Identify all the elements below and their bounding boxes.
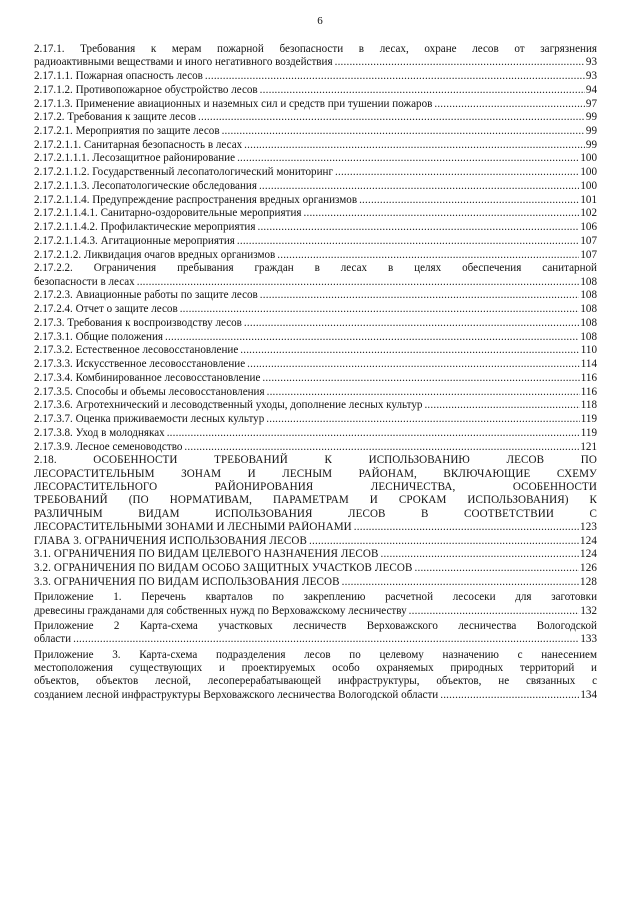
- toc-entry[interactable]: [34, 84, 597, 97]
- toc-entry[interactable]: [34, 125, 597, 138]
- dot-leader: [262, 372, 579, 385]
- toc-entry-title-end: древесины гражданами для собственных нужд по Верховажскому лесничеству: [34, 604, 407, 617]
- toc-entry-title: 2.17.3.1. Общие положения: [34, 330, 163, 343]
- toc-entry-page: 119: [580, 426, 597, 439]
- toc-entry-page: 106: [580, 221, 597, 234]
- toc-entry-title: 2.17.2.1.1.1. Лесозащитное районирование: [34, 152, 236, 165]
- toc-entry-title: 2.17.2.1. Мероприятия по защите лесов: [34, 125, 220, 138]
- toc-entry-page: 93: [585, 56, 597, 69]
- toc-entry-page: 110: [580, 344, 597, 357]
- dot-leader: [335, 166, 579, 179]
- toc-entry-page: 119: [580, 413, 597, 426]
- toc-entry[interactable]: [34, 562, 597, 575]
- toc-entry-line: ТРЕБОВАНИЙ (ПО НОРМАТИВАМ, ПАРАМЕТРАМ И СРОКАМ ИСПОЛЬЗОВАНИЯ) К: [34, 494, 597, 507]
- toc-entry[interactable]: [34, 427, 597, 440]
- toc-entry[interactable]: [34, 221, 597, 234]
- toc-entry-page: 102: [580, 207, 597, 220]
- toc-entry-title-end: области: [34, 633, 72, 646]
- dot-leader: [304, 207, 580, 220]
- toc-entry[interactable]: [34, 43, 597, 70]
- toc-entry[interactable]: [34, 207, 597, 220]
- dot-leader: [434, 98, 585, 111]
- toc-entry-title: 2.17.2.1.1.2. Государственный лесопатологический мониторинг: [34, 166, 334, 179]
- toc-entry[interactable]: [34, 454, 597, 534]
- dot-leader: [222, 125, 585, 138]
- toc-entry-title: 2.17.2.3. Авиационные работы по защите лесов: [34, 289, 258, 302]
- toc-entry-page: 118: [580, 399, 597, 412]
- toc-entry-title: 3.3. ОГРАНИЧЕНИЯ ПО ВИДАМ ИСПОЛЬЗОВАНИЯ ЛЕСОВ: [34, 575, 340, 588]
- toc-entry-page: 108: [580, 275, 597, 288]
- toc-entry[interactable]: [34, 98, 597, 111]
- toc-entry[interactable]: [34, 289, 597, 302]
- toc-entry-title: 2.17.3.8. Уход в молодняках: [34, 426, 165, 439]
- toc-entry-line: РАЗЛИЧНЫМ ВИДАМ ИСПОЛЬЗОВАНИЯ ЛЕСОВ В СООТВЕТСТВИИ С: [34, 507, 597, 520]
- dot-leader: [257, 221, 579, 234]
- toc-entry-line: местоположения существующих и проектируемых особо охраняемых природных территорий и: [34, 661, 597, 674]
- toc-entry-page: 116: [580, 385, 597, 398]
- toc-entry[interactable]: [34, 548, 597, 561]
- toc-entry-page: 108: [580, 289, 597, 302]
- dot-leader: [205, 70, 585, 83]
- toc-entry-page: 99: [585, 125, 597, 138]
- toc-entry-title: 2.17.3.2. Естественное лесовосстановление: [34, 344, 239, 357]
- toc-entry[interactable]: [34, 649, 597, 702]
- toc-entry-line: Приложение 3. Карта-схема подразделения лесов по целевому назначению с нанесением: [34, 648, 597, 661]
- toc-entry-title: 2.17.2.4. Отчет о защите лесов: [34, 303, 178, 316]
- dot-leader: [415, 562, 580, 575]
- toc-entry[interactable]: [34, 303, 597, 316]
- toc-entry[interactable]: [34, 591, 597, 618]
- dot-leader: [342, 576, 579, 589]
- toc-entry-title-end: ЛЕСОРАСТИТЕЛЬНЫМИ ЗОНАМИ И ЛЕСНЫМИ РАЙОНАМИ: [34, 520, 352, 533]
- toc-entry-line: 2.18. ОСОБЕННОСТИ ТРЕБОВАНИЙ К ИСПОЛЬЗОВАНИЮ ЛЕСОВ ПО: [34, 454, 597, 467]
- toc-entry-title: 2.17.2.1.1. Санитарная безопасность в лесах: [34, 138, 243, 151]
- toc-entry-title: 2.17.1.3. Применение авиационных и наземных сил и средств при тушении пожаров: [34, 97, 433, 110]
- toc-entry-title: 3.2. ОГРАНИЧЕНИЯ ПО ВИДАМ ОСОБО ЗАЩИТНЫХ УЧАСТКОВ ЛЕСОВ: [34, 562, 413, 575]
- toc-entry-page: 123: [580, 520, 597, 533]
- toc-entry-page: 107: [580, 248, 597, 261]
- dot-leader: [184, 441, 579, 454]
- dot-leader: [247, 358, 580, 371]
- toc-entry-title: 2.17.3.9. Лесное семеноводство: [34, 440, 183, 453]
- toc-entry-page: 101: [580, 193, 597, 206]
- toc-entry-page: 116: [580, 371, 597, 384]
- toc-entry[interactable]: [34, 331, 597, 344]
- toc-entry[interactable]: [34, 344, 597, 357]
- toc-entry[interactable]: [34, 317, 597, 330]
- toc-entry-page: 128: [580, 575, 597, 588]
- toc-entry-page: 114: [580, 358, 597, 371]
- toc-entry-line: объектов, объектов лесной, лесоперерабатывающей инфраструктуры, объектов, не связанных с: [34, 675, 597, 688]
- toc-entry-page: 100: [580, 152, 597, 165]
- toc-entry-page: 99: [585, 138, 597, 151]
- toc-entry-page: 97: [585, 97, 597, 110]
- dot-leader: [137, 276, 580, 289]
- toc-entry-title: ГЛАВА 3. ОГРАНИЧЕНИЯ ИСПОЛЬЗОВАНИЯ ЛЕСОВ: [34, 534, 308, 547]
- toc-entry[interactable]: [34, 576, 597, 589]
- toc-entry[interactable]: [34, 358, 597, 371]
- toc-entry-page: 126: [580, 562, 597, 575]
- toc-entry[interactable]: [34, 249, 597, 262]
- toc-entry-title-end: радиоактивными веществами и иного негативного воздействия: [34, 56, 333, 69]
- toc-entry-line: ЛЕСОРАСТИТЕЛЬНЫМ ЗОНАМ И ЛЕСНЫМ РАЙОНАМ, ВКЛЮЧАЮЩИЕ СХЕМУ: [34, 467, 597, 480]
- dot-leader: [309, 535, 579, 548]
- toc-entry[interactable]: [34, 413, 597, 426]
- dot-leader: [424, 399, 579, 412]
- dot-leader: [165, 331, 579, 344]
- dot-leader: [73, 633, 579, 646]
- toc-entry-title: 2.17.1.1. Пожарная опасность лесов: [34, 70, 203, 83]
- toc-entry-page: 132: [580, 604, 597, 617]
- dot-leader: [409, 605, 580, 618]
- toc-entry[interactable]: [34, 139, 597, 152]
- dot-leader: [237, 152, 579, 165]
- toc-entry-title: 3.1. ОГРАНИЧЕНИЯ ПО ВИДАМ ЦЕЛЕВОГО НАЗНАЧЕНИЯ ЛЕСОВ: [34, 548, 379, 561]
- dot-leader: [198, 111, 585, 124]
- dot-leader: [359, 194, 579, 207]
- dot-leader: [381, 548, 580, 561]
- dot-leader: [440, 689, 579, 702]
- toc-entry-title-end: созданием лесной инфраструктуры Верховажского лесничества Вологодской области: [34, 688, 439, 701]
- toc-entry[interactable]: [34, 535, 597, 548]
- toc-entry-page: 99: [585, 111, 597, 124]
- dot-leader: [259, 180, 579, 193]
- toc-entry-line: 2.17.1. Требования к мерам пожарной безопасности в лесах, охране лесов от загрязнения: [34, 43, 597, 55]
- toc-entry[interactable]: [34, 235, 597, 248]
- toc-entry-title: 2.17.3.3. Искусственное лесовосстановление: [34, 358, 246, 371]
- toc-entry[interactable]: [34, 194, 597, 207]
- toc-entry-page: 94: [585, 83, 597, 96]
- toc-entry-page: 121: [580, 440, 597, 453]
- dot-leader: [167, 427, 580, 440]
- table-of-contents: [34, 43, 597, 702]
- toc-entry-page: 124: [580, 534, 597, 547]
- toc-entry-page: 124: [580, 548, 597, 561]
- toc-entry[interactable]: [34, 399, 597, 412]
- toc-entry-page: 108: [580, 303, 597, 316]
- toc-entry-title: 2.17.3.4. Комбинированное лесовосстановление: [34, 371, 261, 384]
- toc-entry[interactable]: [34, 111, 597, 124]
- toc-entry-page: 108: [580, 316, 597, 329]
- toc-entry-page: 107: [580, 234, 597, 247]
- dot-leader: [266, 413, 580, 426]
- toc-entry[interactable]: [34, 152, 597, 165]
- toc-entry[interactable]: [34, 70, 597, 83]
- toc-entry-line: 2.17.2.2. Ограничения пребывания граждан в лесах в целях обеспечения санитарной: [34, 262, 597, 275]
- toc-entry-line: ЛЕСОРАСТИТЕЛЬНОГО РАЙОНИРОВАНИЯ ЛЕСНИЧЕСТВА, ОСОБЕННОСТИ: [34, 480, 597, 493]
- toc-entry-title: 2.17.2.1.2. Ликвидация очагов вредных организмов: [34, 248, 276, 261]
- toc-entry-title: 2.17.1.2. Противопожарное обустройство лесов: [34, 83, 258, 96]
- dot-leader: [277, 249, 579, 262]
- toc-entry-title: 2.17.2. Требования к защите лесов: [34, 111, 197, 124]
- toc-entry-title-end: безопасности в лесах: [34, 275, 135, 288]
- page-number: 6: [317, 15, 323, 27]
- toc-entry-line: Приложение 1. Перечень кварталов по закреплению расчетной лесосеки для заготовки: [34, 591, 597, 604]
- toc-entry-title: 2.17.2.1.1.4.3. Агитационные мероприятия: [34, 234, 235, 247]
- dot-leader: [180, 303, 580, 316]
- toc-entry[interactable]: [34, 262, 597, 289]
- toc-entry-title: 2.17.3.5. Способы и объемы лесовосстановления: [34, 385, 265, 398]
- toc-entry-page: 108: [580, 330, 597, 343]
- toc-entry-title: 2.17.3. Требования к воспроизводству лесов: [34, 316, 242, 329]
- dot-leader: [335, 56, 585, 69]
- dot-leader: [267, 386, 580, 399]
- toc-entry-title: 2.17.2.1.1.4.1. Санитарно-оздоровительные мероприятия: [34, 207, 302, 220]
- toc-entry-title: 2.17.3.7. Оценка приживаемости лесных культур: [34, 413, 265, 426]
- toc-entry-title: 2.17.3.6. Агротехнический и лесоводственный уходы, дополнение лесных культур: [34, 399, 423, 412]
- toc-entry-page: 93: [585, 70, 597, 83]
- toc-entry[interactable]: [34, 166, 597, 179]
- dot-leader: [240, 344, 580, 357]
- toc-entry[interactable]: [34, 441, 597, 454]
- dot-leader: [260, 289, 580, 302]
- dot-leader: [244, 317, 579, 330]
- toc-entry-title: 2.17.2.1.1.3. Лесопатологические обследования: [34, 179, 257, 192]
- toc-entry[interactable]: [34, 620, 597, 647]
- toc-entry-page: 100: [580, 166, 597, 179]
- toc-entry-title: 2.17.2.1.1.4. Предупреждение распространения вредных организмов: [34, 193, 358, 206]
- dot-leader: [244, 139, 585, 152]
- toc-entry-page: 100: [580, 179, 597, 192]
- toc-entry-page: 134: [580, 688, 597, 701]
- dot-leader: [237, 235, 579, 248]
- toc-entry-page: 133: [580, 633, 597, 646]
- dot-leader: [260, 84, 585, 97]
- toc-entry-title: 2.17.2.1.1.4.2. Профилактические мероприятия: [34, 221, 256, 234]
- toc-entry[interactable]: [34, 180, 597, 193]
- toc-entry-line: Приложение 2 Карта-схема участковых лесничеств Верховажского лесничества Вологодской: [34, 619, 597, 632]
- toc-entry[interactable]: [34, 386, 597, 399]
- toc-entry[interactable]: [34, 372, 597, 385]
- dot-leader: [354, 521, 579, 534]
